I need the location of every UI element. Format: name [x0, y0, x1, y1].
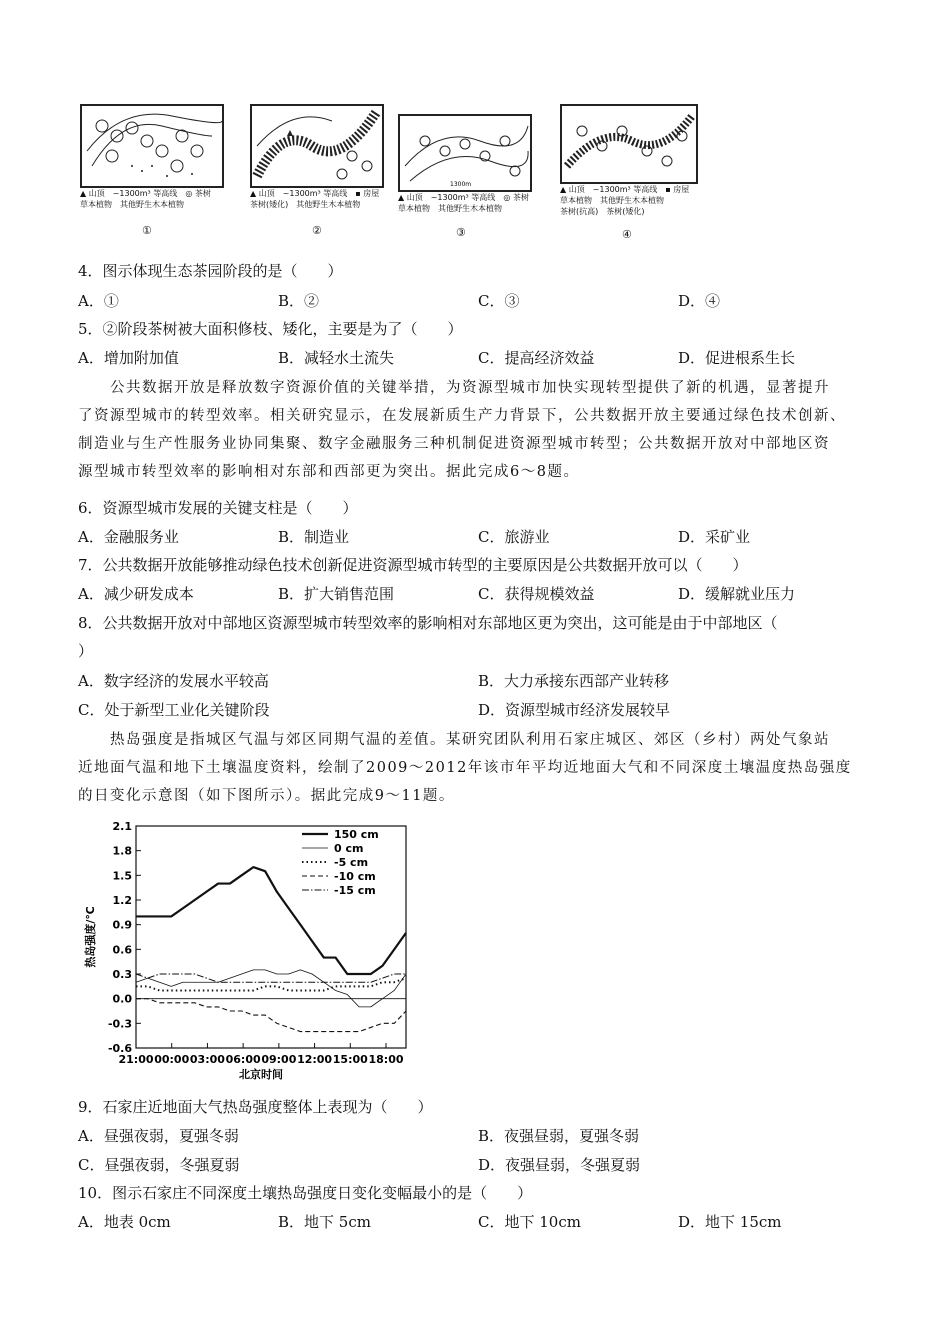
y-tick-label: 1.8 [112, 844, 132, 858]
q8-option-d: D．资源型城市经济发展较早 [478, 701, 671, 719]
tea-map-2-drawing [252, 106, 382, 186]
x-tick-label: 00:00 [154, 1053, 190, 1066]
legend-label: 150 cm [334, 828, 379, 841]
tea-map-4-drawing [562, 106, 696, 182]
tea-map-3-drawing [400, 116, 530, 190]
series-line-5 [136, 974, 406, 982]
legend-label: -15 cm [334, 884, 376, 897]
q6-stem: 6．资源型城市发展的关键支柱是（ ） [78, 499, 358, 517]
tea-map-3-contour-label: 1300m [450, 181, 472, 188]
legend-label: 0 cm [334, 842, 364, 855]
q5-option-c: C．提高经济效益 [478, 349, 595, 367]
q9-option-b: B．夜强昼弱，夏强冬弱 [478, 1127, 640, 1145]
passage-1-line: 公共数据开放是释放数字资源价值的关键举措，为资源型城市加快实现转型提供了新的机遇，显著提升 [78, 380, 830, 396]
passage-1-line: 制造业与生产性服务业协同集聚、数字金融服务三种机制促进资源型城市转型；公共数据开放对中部地区资 [78, 436, 830, 452]
q4-option-d: D．④ [678, 292, 721, 310]
y-axis-label: 热岛强度/℃ [84, 906, 97, 968]
tea-map-2-legend: ▲ 山顶 ~1300m³ 等高线 ▪ 房屋 茶树(矮化) 其他野生木本植物 [250, 189, 380, 209]
y-tick-label: 0.6 [112, 943, 132, 957]
series-line-2 [136, 970, 406, 1007]
q10-option-d: D．地下 15cm [678, 1213, 782, 1231]
q7-option-d: D．缓解就业压力 [678, 585, 796, 603]
q4-option-c: C．③ [478, 292, 520, 310]
tea-map-1-drawing [82, 106, 222, 186]
q7-option-b: B．扩大销售范围 [278, 585, 395, 603]
q9-option-d: D．夜强昼弱，冬强夏弱 [478, 1156, 641, 1174]
x-tick-label: 09:00 [261, 1053, 297, 1066]
x-tick-label: 18:00 [368, 1053, 404, 1066]
q10-option-b: B．地下 5cm [278, 1213, 371, 1231]
series-line-4 [136, 999, 406, 1032]
q8-option-c: C．处于新型工业化关键阶段 [78, 701, 270, 719]
legend-label: -5 cm [334, 856, 369, 869]
q6-option-b: B．制造业 [278, 528, 350, 546]
q8-stem-close: ） [78, 642, 94, 660]
q5-option-b: B．减轻水土流失 [278, 349, 395, 367]
q5-option-a: A．增加附加值 [78, 349, 179, 367]
passage-2 [78, 726, 878, 810]
y-tick-label: -0.3 [107, 1017, 132, 1031]
x-tick-label: 03:00 [189, 1053, 225, 1066]
q8-stem: 8．公共数据开放对中部地区资源型城市转型效率的影响相对东部地区更为突出，这可能是由于中部地区（ [78, 614, 778, 632]
q5-stem: 5．②阶段茶树被大面积修枝、矮化，主要是为了（ ） [78, 320, 463, 338]
passage-1-line: 了资源型城市的转型效率。相关研究显示，在发展新质生产力背景下，公共数据开放主要通过绿色技术创新、 [78, 408, 846, 424]
q4-option-a: A．① [78, 292, 119, 310]
x-tick-label: 12:00 [297, 1053, 333, 1066]
x-tick-label: 15:00 [332, 1053, 368, 1066]
y-tick-label: 1.2 [112, 894, 132, 907]
q8-option-a: A．数字经济的发展水平较高 [78, 672, 269, 690]
y-tick-label: 0.9 [112, 918, 132, 932]
q6-option-d: D．采矿业 [678, 528, 751, 546]
q10-stem: 10．图示石家庄不同深度土壤热岛强度日变化变幅最小的是（ ） [78, 1184, 533, 1202]
passage-2-line: 的日变化示意图（如下图所示）。据此完成9～11题。 [78, 788, 455, 804]
passage-1 [78, 374, 878, 486]
q9-stem: 9．石家庄近地面大气热岛强度整体上表现为（ ） [78, 1098, 433, 1116]
tea-map-4-legend: ▲ 山顶 ~1300m³ 等高线 ▪ 房屋 草本植物 其他野生木本植物 茶树(抗高) 茶树(矮化) [560, 185, 690, 216]
q4-option-b: B．② [278, 292, 320, 310]
q6-option-c: C．旅游业 [478, 528, 550, 546]
passage-2-line: 近地面气温和地下土壤温度资料，绘制了2009～2012年该市年平均近地面大气和不同深度土壤温度热岛强度 [78, 760, 852, 776]
x-tick-label: 21:00 [118, 1053, 154, 1066]
tea-map-2-label: ② [312, 224, 322, 237]
passage-1-line: 源型城市转型效率的影响相对东部和西部更为突出。据此完成6～8题。 [78, 464, 580, 480]
q7-stem: 7．公共数据开放能够推动绿色技术创新促进资源型城市转型的主要原因是公共数据开放可以（ ） [78, 556, 748, 574]
q7-option-a: A．减少研发成本 [78, 585, 194, 603]
q9-option-c: C．昼强夜弱，冬强夏弱 [78, 1156, 240, 1174]
q9-option-a: A．昼强夜弱，夏强冬弱 [78, 1127, 239, 1145]
q7-option-c: C．获得规模效益 [478, 585, 595, 603]
legend-label: -10 cm [334, 870, 376, 883]
y-tick-label: 0.3 [112, 968, 132, 981]
q5-option-d: D．促进根系生长 [678, 349, 796, 367]
y-tick-label: 2.1 [112, 820, 132, 833]
y-tick-label: 1.5 [112, 869, 132, 883]
q6-option-a: A．金融服务业 [78, 528, 179, 546]
x-tick-label: 06:00 [225, 1053, 261, 1066]
tea-map-1-label: ① [142, 224, 152, 237]
heat-island-chart [80, 814, 420, 1084]
tea-map-3-label: ③ [456, 226, 466, 239]
q8-option-b: B．大力承接东西部产业转移 [478, 672, 670, 690]
q4-stem: 4．图示体现生态茶园阶段的是（ ） [78, 262, 343, 280]
q10-option-c: C．地下 10cm [478, 1213, 581, 1231]
tea-map-3-legend: ▲ 山顶 ~1300m³ 等高线 ◎ 茶树 草本植物 其他野生木本植物 [398, 193, 529, 213]
passage-2-line: 热岛强度是指城区气温与郊区同期气温的差值。某研究团队利用石家庄城区、郊区（乡村）两处气象站 [78, 732, 830, 748]
q10-option-a: A．地表 0cm [78, 1213, 171, 1231]
y-tick-label: -0.6 [107, 1042, 132, 1055]
x-axis-label: 北京时间 [239, 1068, 283, 1081]
tea-map-4-label: ④ [622, 228, 632, 241]
y-tick-label: 0.0 [112, 992, 132, 1006]
tea-map-1-legend: ▲ 山顶 ~1300m³ 等高线 ◎ 茶树 草本植物 其他野生木本植物 [80, 189, 211, 209]
